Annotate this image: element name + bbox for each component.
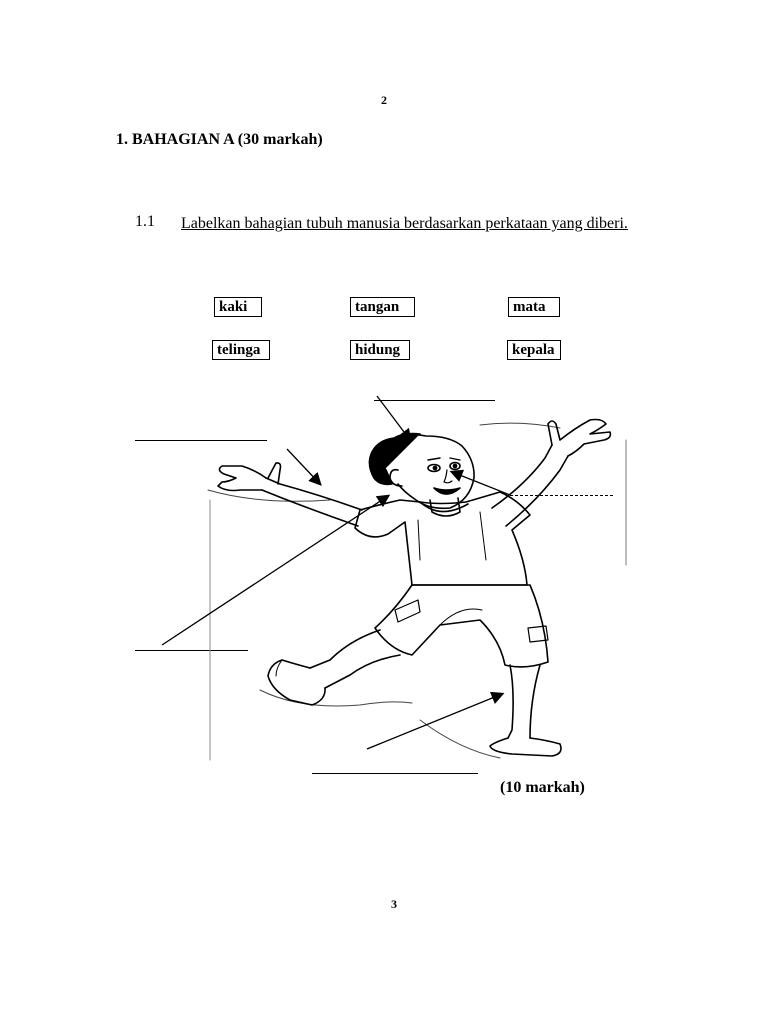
word-box-kaki: kaki: [214, 297, 262, 317]
section-title: 1. BAHAGIAN A (30 markah): [116, 131, 323, 148]
word-box-hidung: hidung: [350, 340, 410, 360]
page-number-bottom: 3: [391, 897, 397, 911]
word-box-mata: mata: [508, 297, 560, 317]
page-number-top: 2: [381, 93, 387, 107]
word-box-kepala: kepala: [507, 340, 561, 360]
word-box-telinga: telinga: [212, 340, 270, 360]
word-box-tangan: tangan: [350, 297, 415, 317]
question-number: 1.1: [135, 213, 155, 230]
marks-label: (10 markah): [500, 779, 585, 796]
question-text: Labelkan bahagian tubuh manusia berdasarkan perkataan yang diberi.: [181, 215, 628, 232]
